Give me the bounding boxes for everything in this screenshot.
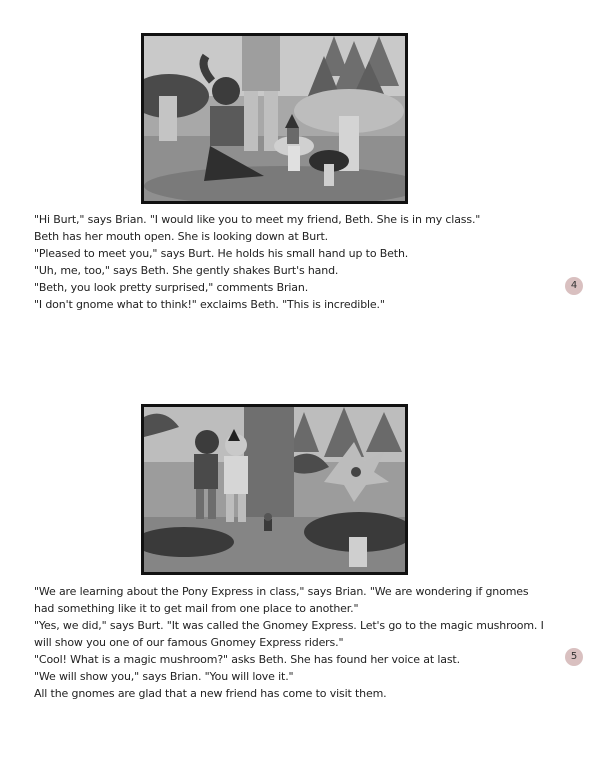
illustration-page-4 [141,33,408,204]
story-line: "Pleased to meet you," says Burt. He holds his small hand up to Beth. [34,247,409,260]
story-text-page-4 [34,211,480,313]
story-line: "Hi Burt," says Brian. "I would like you to meet my friend, Beth. She is in my class." [34,213,481,226]
story-line: All the gnomes are glad that a new friend has come to visit them. [34,687,387,700]
story-line: "We are learning about the Pony Express in class," says Brian. "We are wondering if gnomes [34,585,529,598]
story-line: "Beth, you look pretty surprised," comments Brian. [34,281,309,294]
page-number-badge: 4 [565,277,583,295]
forest-clearing-scene [144,36,405,201]
story-line: Beth has her mouth open. She is looking down at Burt. [34,230,328,243]
story-line: had something like it to get mail from one place to another." [34,602,359,615]
page-number-badge: 5 [565,648,583,666]
story-text-page-5 [34,583,544,702]
story-line: "I don't gnome what to think!" exclaims Beth. "This is incredible." [34,298,385,311]
story-line: will show you one of our famous Gnomey Express riders." [34,636,344,649]
story-line: "Cool! What is a magic mushroom?" asks Beth. She has found her voice at last. [34,653,460,666]
story-line: "We will show you," says Brian. "You will love it." [34,670,294,683]
mushroom-forest-scene [144,407,405,572]
story-line: "Uh, me, too," says Beth. She gently shakes Burt's hand. [34,264,339,277]
illustration-page-5 [141,404,408,575]
story-line: "Yes, we did," says Burt. "It was called the Gnomey Express. Let's go to the magic mushroom. I [34,619,544,632]
